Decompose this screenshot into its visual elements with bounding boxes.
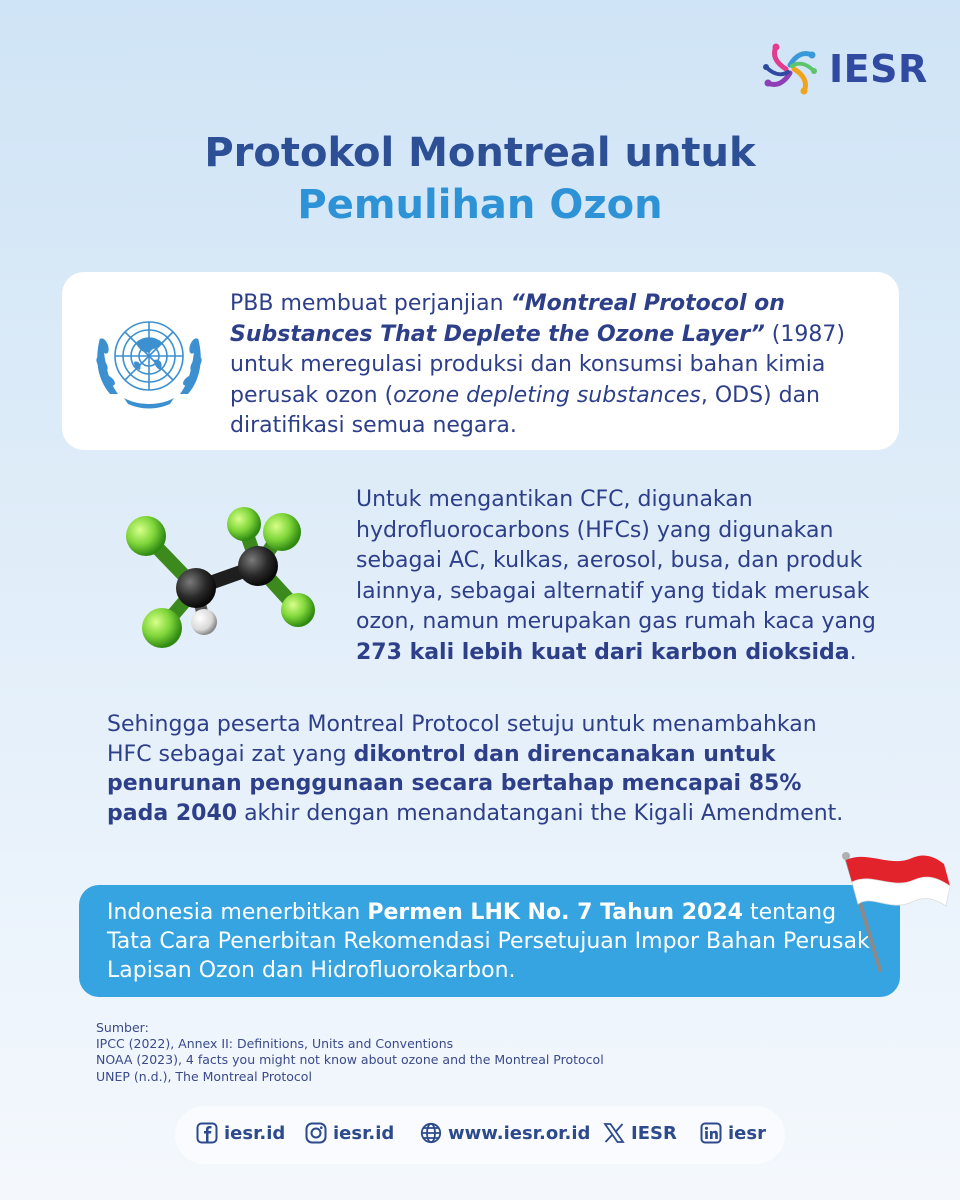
un-card-middle: untuk meregulasi produksi dan konsumsi bahan kimia perusak ozon (	[230, 352, 826, 408]
x-icon	[603, 1122, 625, 1144]
x-handle: IESR	[631, 1122, 677, 1144]
indonesia-text	[107, 898, 887, 985]
un-card-tail: , ODS) dan diratifikasi semua negara.	[230, 382, 821, 438]
hfc-text: Untuk mengantikan CFC, digunakan hydrofluorocarbons (HFCs) yang digunakan sebagai AC, kulkas, aerosol, busa, dan produk lainnya, sebagai alternatif yang tidak merusak ozon, namun merupakan gas rumah kaca yang	[356, 487, 876, 634]
instagram-link[interactable]	[305, 1122, 394, 1144]
kigali-tail: akhir dengan menandatangani the Kigali Amendment.	[237, 800, 844, 826]
facebook-icon	[196, 1122, 218, 1144]
ods-term: ozone depleting substances	[393, 382, 701, 408]
iesr-logo	[757, 36, 928, 102]
facebook-handle: iesr.id	[224, 1122, 286, 1144]
instagram-icon	[305, 1122, 327, 1144]
indonesia-tail: tentang Tata Cara Penerbitan Rekomendasi Persetujuan Impor Bahan Perusak Lapisan Ozon dan Hidrofluorokarbon.	[107, 900, 870, 983]
sources-block	[96, 1020, 604, 1085]
kigali-lead: Sehingga peserta Montreal Protocol setuju untuk menambahkan HFC sebagai zat yang	[107, 712, 817, 767]
regulation-name: Permen LHK No. 7 Tahun 2024	[367, 900, 743, 925]
kigali-paragraph	[107, 710, 867, 828]
iesr-swirl-logo-icon	[757, 36, 823, 102]
sources-heading: Sumber:	[96, 1020, 149, 1035]
un-card-lead: PBB membuat perjanjian	[230, 291, 511, 316]
page-title-line2: Pemulihan Ozon	[297, 182, 663, 228]
page-title-line1: Protokol Montreal untuk	[204, 130, 756, 176]
x-link[interactable]	[603, 1122, 677, 1144]
website-url: www.iesr.or.id	[448, 1122, 591, 1144]
linkedin-icon	[700, 1122, 722, 1144]
hfc-paragraph	[356, 485, 916, 668]
indonesia-lead: Indonesia menerbitkan	[107, 900, 368, 925]
website-link[interactable]	[420, 1122, 590, 1144]
linkedin-handle: iesr	[728, 1122, 766, 1144]
treaty-year: (1987)	[764, 321, 845, 347]
indonesia-flag-icon	[834, 848, 950, 976]
hfc-molecule-icon	[118, 494, 328, 654]
linkedin-link[interactable]	[700, 1122, 766, 1144]
kigali-emphasis: dikontrol dan direncanakan untuk penurunan penggunaan secara bertahap mencapai 85% pada 2040	[107, 741, 802, 826]
source-item: NOAA (2023), 4 facts you might not know about ozone and the Montreal Protocol	[96, 1052, 604, 1068]
source-item: IPCC (2022), Annex II: Definitions, Units and Conventions	[96, 1036, 454, 1052]
source-item: UNEP (n.d.), The Montreal Protocol	[96, 1068, 312, 1084]
un-emblem-icon	[84, 306, 214, 416]
facebook-link[interactable]	[196, 1122, 285, 1144]
instagram-handle: iesr.id	[333, 1122, 395, 1144]
hfc-emphasis: 273 kali lebih kuat dari karbon dioksida	[356, 639, 850, 665]
treaty-name: “Montreal Protocol on Substances That Deplete the Ozone Layer”	[230, 291, 785, 347]
un-card-text	[230, 289, 880, 442]
hfc-end: .	[849, 639, 857, 665]
logo-text: IESR	[829, 47, 928, 91]
globe-icon	[420, 1122, 442, 1144]
